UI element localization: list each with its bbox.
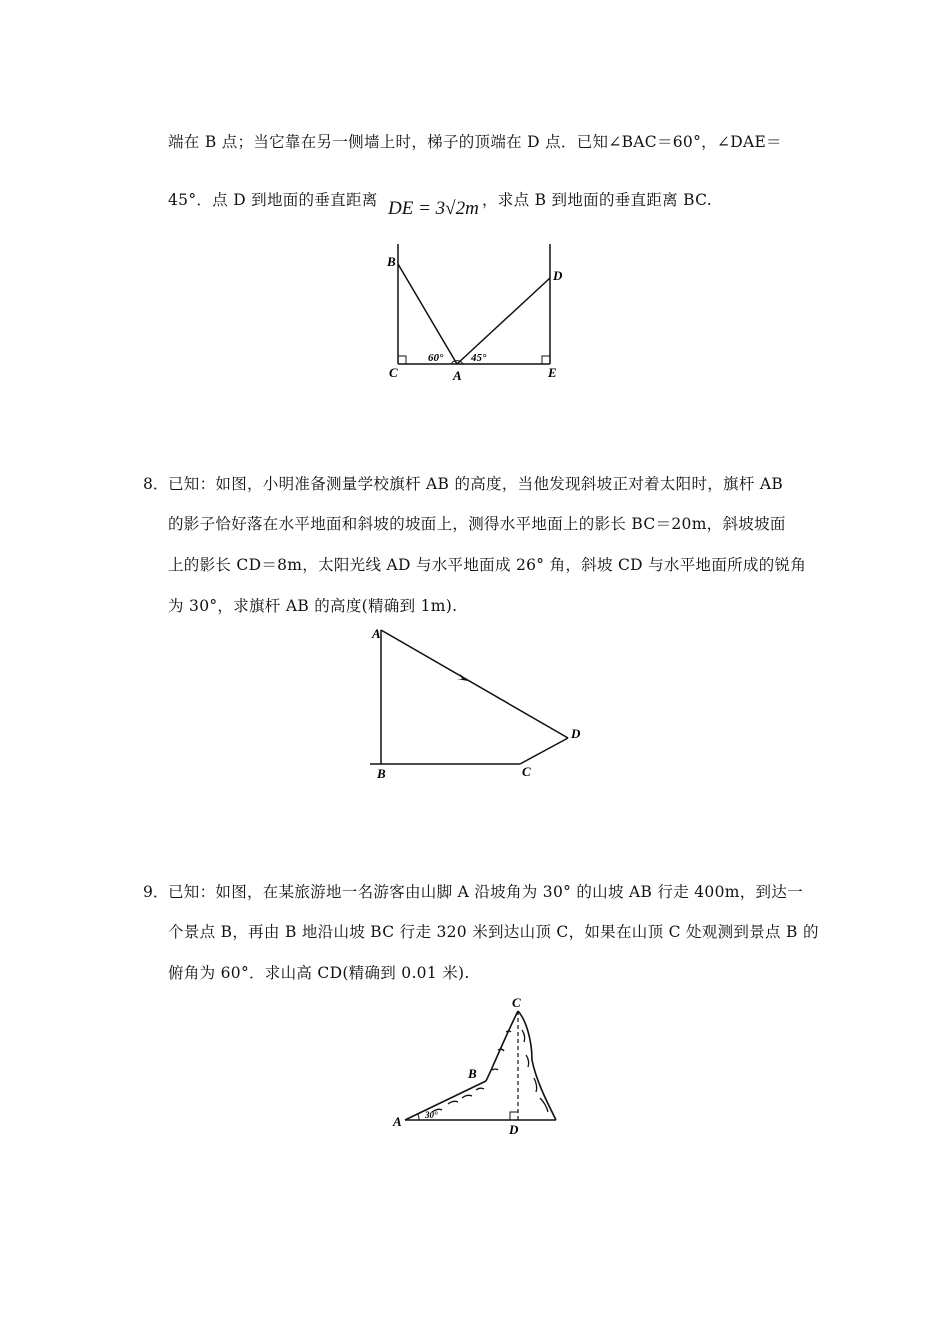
fig9-label-c: C [512, 995, 521, 1010]
p9-line-2: 个景点 B，再由 B 地沿山坡 BC 行走 320 米到达山顶 C，如果在山顶 C 处观测到景点 B 的 [168, 923, 819, 941]
fig8-label-b: B [377, 766, 386, 781]
p9-line-1: 已知：如图，在某旅游地一名游客由山脚 A 沿坡角为 30° 的山坡 AB 行走 400m，到达一 [168, 883, 803, 901]
fig9-label-b: B [468, 1066, 477, 1081]
slope-bc [486, 1011, 518, 1081]
fig9-label-d: D [509, 1122, 519, 1137]
fig7-label-b: B [387, 254, 396, 269]
p7-line-2-text-b: ，求点 B 到地面的垂直距离 BC. [482, 191, 712, 209]
p8-line-4: 为 30°，求旗杆 AB 的高度(精确到 1m). [168, 597, 458, 615]
fig9-label-a: A [393, 1114, 402, 1129]
p7-formula: DE = 3√2m [388, 198, 479, 219]
p8-line-2: 的影子恰好落在水平地面和斜坡的坡面上，测得水平地面上的影长 BC＝20m，斜坡坡面 [168, 515, 786, 533]
fig7-angle-60: 60° [428, 352, 444, 364]
right-angle-d [510, 1112, 518, 1120]
p9-line-3: 俯角为 60°．求山高 CD(精确到 0.01 米). [168, 964, 470, 982]
mountain-right [518, 1011, 556, 1120]
p8-line-3: 上的影长 CD＝8m，太阳光线 AD 与水平地面成 26° 角，斜坡 CD 与水平地面所成的锐角 [168, 556, 807, 574]
fig7-label-e: E [548, 365, 557, 380]
fig8-label-c: C [522, 764, 531, 779]
slope-ab [405, 1081, 486, 1120]
fig9-angle-30: 30° [425, 1110, 438, 1120]
fig7-label-c: C [389, 365, 398, 380]
fig8-label-d: D [571, 726, 581, 741]
p9-number: 9． [143, 883, 169, 901]
fig8-label-a: A [372, 626, 381, 641]
fig7-angle-45: 45° [471, 352, 487, 364]
p7-line-1: 端在 B 点；当它靠在另一侧墙上时，梯子的顶端在 D 点．已知∠BAC＝60°，∠DAE＝ [168, 133, 782, 151]
fig7-label-a: A [453, 368, 462, 383]
p8-number: 8． [143, 475, 169, 493]
angle-arc-a9 [418, 1114, 419, 1120]
p8-line-1: 已知：如图，小明准备测量学校旗杆 AB 的高度，当他发现斜坡正对着太阳时，旗杆 AB [168, 475, 784, 493]
p7-line-2-text-a: 45°．点 D 到地面的垂直距离 [168, 191, 378, 209]
fig7-label-d: D [553, 268, 563, 283]
